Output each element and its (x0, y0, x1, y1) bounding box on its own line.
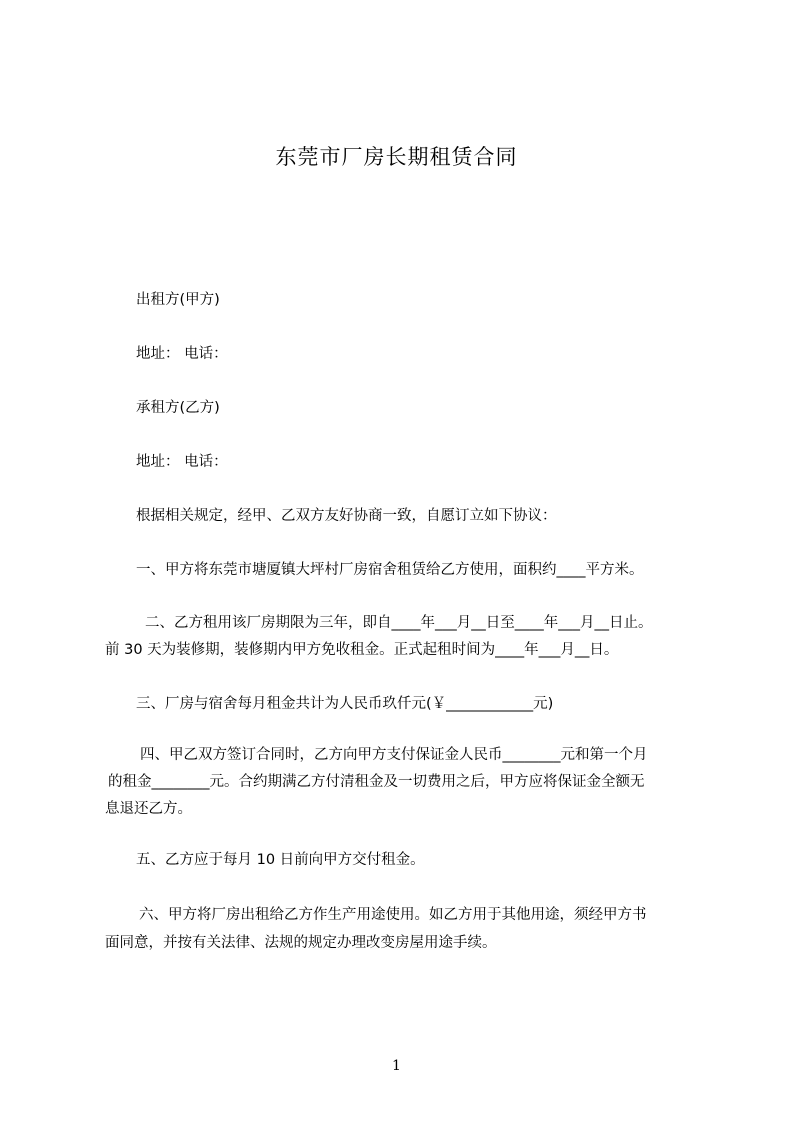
clause-4-line-1: 四、甲乙双方签订合同时，乙方向甲方支付保证金人民币________元和第一个月 (140, 747, 648, 763)
clause-4-line-3: 息退还乙方。 (105, 801, 192, 817)
preamble: 根据相关规定，经甲、乙双方友好协商一致，自愿订立如下协议： (136, 508, 557, 524)
clause-6-line-1: 六、甲方将厂房出租给乙方作生产用途使用。如乙方用于其他用途，须经甲方书 (139, 907, 647, 923)
party-b-label: 承租方(乙方) (136, 400, 220, 416)
clause-5-line-1: 五、乙方应于每月 10 日前向甲方交付租金。 (136, 852, 425, 868)
clause-1-line-1: 一、甲方将东莞市塘厦镇大坪村厂房宿舍租赁给乙方使用，面积约____平方米。 (136, 562, 644, 578)
party-b-address-phone: 地址： 电话： (136, 454, 228, 470)
clause-4-line-2: 的租金________元。合约期满乙方付清租金及一切费用之后，甲方应将保证金全额无 (108, 774, 645, 790)
document-title: 东莞市厂房长期租赁合同 (275, 145, 518, 169)
clause-3-line-1: 三、厂房与宿舍每月租金共计为人民币玖仟元(￥____________元) (136, 696, 554, 712)
party-a-label: 出租方(甲方) (136, 292, 220, 308)
page-number: 1 (392, 1058, 401, 1074)
clause-2-line-2: 前 30 天为装修期，装修期内甲方免收租金。正式起租时间为____年___月__日。 (105, 642, 619, 658)
clause-6-line-2: 面同意，并按有关法律、法规的规定办理改变房屋用途手续。 (105, 935, 497, 951)
clause-2-line-1: 二、乙方租用该厂房期限为三年，即自____年___月__日至____年___月__日止。 (145, 615, 653, 631)
party-a-address-phone: 地址： 电话： (136, 346, 228, 362)
